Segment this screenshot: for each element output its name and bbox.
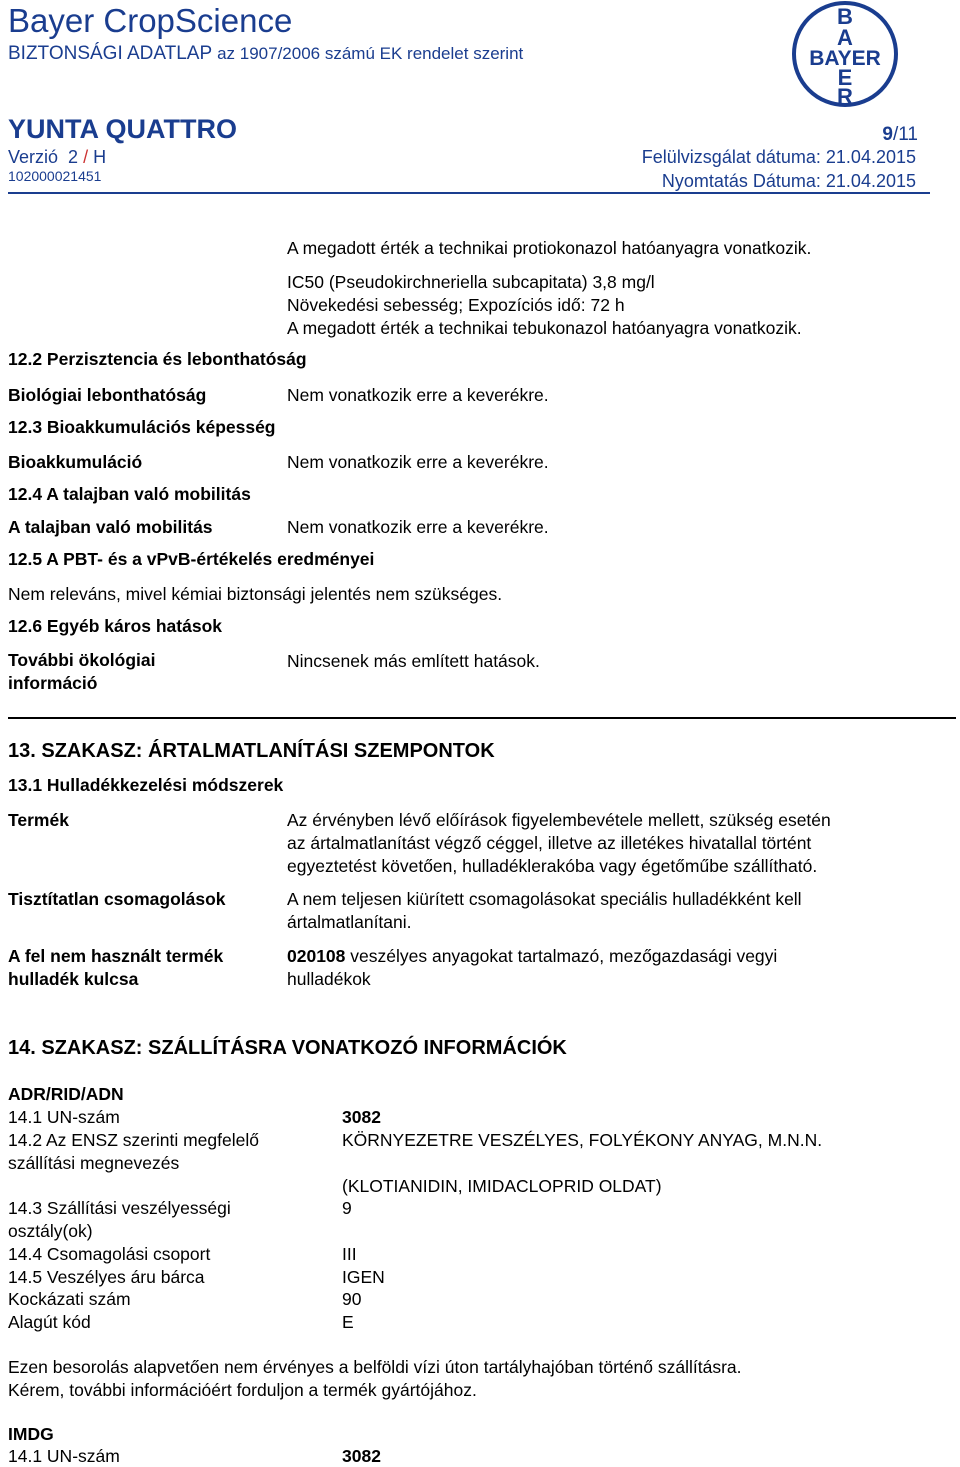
hazard-number-value: 90 [342,1289,362,1309]
waste-code-label-2: hulladék kulcsa [8,969,139,989]
shipping-name-label-1: 14.2 Az ENSZ szerinti megfelelő [8,1130,259,1150]
pbt-text: Nem releváns, mivel kémiai biztonsági jelentés nem szükséges. [8,584,503,604]
eco-info-value: Nincsenek más említett hatások. [287,651,540,671]
hazard-number-label: Kockázati szám [8,1289,131,1309]
heading-12-5: 12.5 A PBT- és a vPvB-értékelés eredményei [8,549,375,569]
product-disposal-3: egyeztetést követően, hulladéklerakóba vagy égetőműbe szállítható. [287,856,818,876]
print-date-value: 21.04.2015 [825,171,916,191]
tunnel-code-label: Alagút kód [8,1312,91,1332]
document-title [8,43,523,65]
section-13-title: 13. SZAKASZ: ÁRTALMATLANÍTÁSI SZEMPONTOK [8,740,495,762]
packing-group-label: 14.4 Csomagolási csoport [8,1244,211,1264]
bayer-logo [791,0,899,108]
shipping-name-label-2: szállítási megnevezés [8,1153,180,1173]
shipping-name-value-2: (KLOTIANIDIN, IMIDACLOPRID OLDAT) [342,1176,662,1196]
packaging-label: Tisztítatlan csomagolások [8,889,226,909]
heading-13-1: 13.1 Hulladékkezelési módszerek [8,775,284,795]
waste-code-text: veszélyes anyagokat tartalmazó, mezőgazdasági vegyi [345,946,778,966]
transport-note-1: Ezen besorolás alapvetően nem érvényes a belföldi vízi úton tartályhajóban történő szállításra. [8,1357,742,1377]
packing-group-value: III [342,1244,357,1264]
hazard-class-label-1: 14.3 Szállítási veszélyességi [8,1198,231,1218]
logo-word-bayer: BAYER [809,47,881,70]
ecotox-note-2: A megadott érték a technikai tebukonazol hatóanyagra vonatkozik. [287,318,802,338]
bioaccumulation-label: Bioakkumuláció [8,452,143,472]
regulation-text: az 1907/2006 számú EK rendelet szerint [217,44,524,63]
page-separator: / [892,124,899,145]
section-14-title: 14. SZAKASZ: SZÁLLÍTÁSRA VONATKOZÓ INFORMÁCIÓK [8,1037,567,1059]
product-label: Termék [8,810,69,830]
ecotox-note-1: A megadott érték a technikai protiokonazol hatóanyagra vonatkozik. [287,238,812,258]
print-date [662,171,916,192]
product-name: YUNTA QUATTRO [8,114,237,144]
document-number: 102000021451 [8,168,102,184]
product-disposal-2: az ártalmatlanítást végző céggel, illetve az illetékes hivatallal történt [287,833,812,853]
heading-12-6: 12.6 Egyéb káros hatások [8,616,222,636]
waste-code-number: 020108 [287,946,346,966]
transport-note-2: Kérem, további információért forduljon a termék gyártójához. [8,1380,477,1400]
waste-code-label-1: A fel nem használt termék [8,946,224,966]
dangerous-goods-label-label: 14.5 Veszélyes áru bárca [8,1267,205,1287]
eco-info-label-1: További ökológiai [8,650,156,670]
packaging-disposal-2: ártalmatlanítani. [287,912,412,932]
page-total: 11 [898,124,918,145]
logo-letter-b: B [837,4,853,29]
heading-12-2: 12.2 Perzisztencia és lebonthatóság [8,349,307,369]
version-separator: / [83,147,89,167]
bioaccumulation-value: Nem vonatkozik erre a keverékre. [287,452,549,472]
un-number-label: 14.1 UN-szám [8,1107,120,1127]
hazard-class-value: 9 [342,1198,352,1218]
packaging-disposal-1: A nem teljesen kiürített csomagolásokat speciális hulladékként kell [287,889,802,909]
mobility-label: A talajban való mobilitás [8,517,213,537]
mobility-value: Nem vonatkozik erre a keverékre. [287,517,549,537]
dangerous-goods-label-value: IGEN [342,1267,385,1287]
version-number: 2 [68,147,79,167]
waste-code-line-1 [287,946,777,967]
page-number [882,124,918,146]
imdg-un-label: 14.1 UN-szám [8,1446,120,1466]
revision-label: Felülvizsgálat dátuma: [641,147,821,167]
ic50-line: IC50 (Pseudokirchneriella subcapitata) 3,8 mg/l [287,272,655,292]
revision-date-value: 21.04.2015 [825,147,916,167]
heading-12-3: 12.3 Bioakkumulációs képesség [8,417,276,437]
biodegradability-label: Biológiai lebonthatóság [8,385,207,405]
version-country: H [93,147,107,167]
biodegradability-value: Nem vonatkozik erre a keverékre. [287,385,549,405]
logo-letter-r: R [837,84,853,108]
tunnel-code-value: E [342,1312,354,1332]
product-disposal-1: Az érvényben lévő előírások figyelembevétele mellett, szükség esetén [287,810,831,830]
logo-letter-a: A [837,25,853,50]
revision-date [642,147,916,168]
company-name: Bayer CropScience [8,2,293,39]
imdg-title: IMDG [8,1424,54,1444]
heading-12-4: 12.4 A talajban való mobilitás [8,484,251,504]
growth-rate-line: Növekedési sebesség; Expozíciós idő: 72 h [287,295,625,315]
shipping-name-value-1: KÖRNYEZETRE VESZÉLYES, FOLYÉKONY ANYAG, M.N.N. [342,1130,823,1150]
imdg-un-value: 3082 [342,1446,381,1466]
version-line [8,147,106,168]
eco-info-label-2: információ [8,673,98,693]
logo-letter-e: E [837,65,853,90]
adr-title: ADR/RID/ADN [8,1084,124,1104]
doc-title: BIZTONSÁGI ADATLAP [8,43,212,64]
section-divider [8,717,956,719]
waste-code-line-2: hulladékok [287,969,371,989]
hazard-class-label-2: osztály(ok) [8,1221,93,1241]
version-label: Verzió [8,147,59,167]
print-label: Nyomtatás Dátuma: [661,171,821,191]
un-number-value: 3082 [342,1107,381,1127]
page-current: 9 [882,124,893,145]
header-divider [8,192,930,194]
